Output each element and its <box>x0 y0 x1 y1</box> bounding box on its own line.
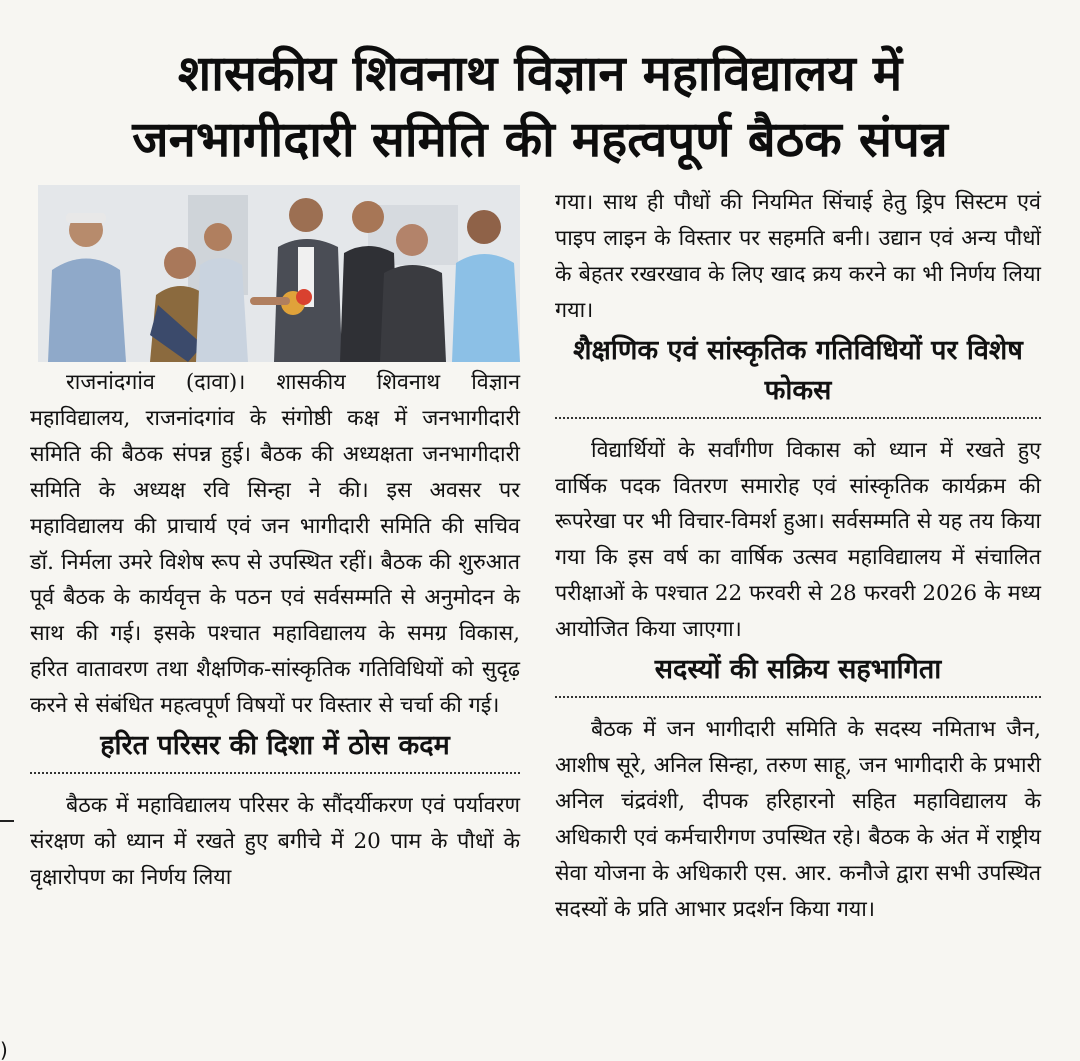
dotted-divider <box>555 696 1041 698</box>
subheading-member-participation: सदस्यों की सक्रिय सहभागिता <box>654 654 942 686</box>
news-photo <box>38 185 520 362</box>
subheading-academic-cultural: शैक्षणिक एवं सांस्कृतिक गतिविधियों पर विशेष फोकस <box>573 334 1023 406</box>
article-paragraph-2-continued: गया। साथ ही पौधों की नियमित सिंचाई हेतु ड्रिप सिस्टम एवं पाइप लाइन के विस्तार पर सहमति बनी। उद्यान एवं अन्य पौधों के बेहतर रखरखाव के लिए खाद क्रय करने का भी निर्णय लिया गया। <box>555 190 1041 323</box>
edge-dash-mark <box>0 820 14 822</box>
headline-line-2: जनभागीदारी समिति की महत्वपूर्ण बैठक संपन्न <box>132 111 948 168</box>
subheading-green-campus: हरित परिसर की दिशा में ठोस कदम <box>100 730 450 762</box>
left-column <box>30 365 520 896</box>
right-column <box>555 185 1041 928</box>
dotted-divider <box>30 772 520 774</box>
article-paragraph-4: बैठक में जन भागीदारी समिति के सदस्य नमिताभ जैन, आशीष सूरे, अनिल सिन्हा, तरुण साहू, जन भागीदारी के प्रभारी अनिल चंद्रवंशी, दीपक हरिहारनो सहित महाविद्यालय के अधिकारी एवं कर्मचारीगण उपस्थित रहे। बैठक के अंत में राष्ट्रीय सेवा योजना के अधिकारी एस. आर. कनौजे द्वारा सभी उपस्थित सदस्यों के प्रति आभार प्रदर्शन किया गया। <box>555 717 1041 922</box>
article-paragraph-2: बैठक में महाविद्यालय परिसर के सौंदर्यीकरण एवं पर्यावरण संरक्षण को ध्यान में रखते हुए बगीचे में 20 पाम के पौधों के वृक्षारोपण का निर्णय लिया <box>30 793 520 890</box>
article-paragraph-3: विद्यार्थियों के सर्वांगीण विकास को ध्यान में रखते हुए वार्षिक पदक वितरण समारोह एवं सांस्कृतिक कार्यक्रम की रूपरेखा पर भी विचार-विमर्श हुआ। सर्वसम्मति से यह तय किया गया कि इस वर्ष का वार्षिक उत्सव महाविद्यालय में संचालित परीक्षाओं के पश्चात 22 फरवरी से 28 फरवरी 2026 के मध्य आयोजित किया जाएगा। <box>555 437 1041 643</box>
group-photo-illustration <box>38 185 520 362</box>
headline-line-1: शासकीय शिवनाथ विज्ञान महाविद्यालय में <box>177 45 903 102</box>
edge-paren-mark: ) <box>0 1038 8 1061</box>
article-paragraph-1: राजनांदगांव (दावा)। शासकीय शिवनाथ विज्ञान महाविद्यालय, राजनांदगांव के संगोष्ठी कक्ष में जनभागीदारी समिति की बैठक संपन्न हुई। बैठक की अध्यक्षता जनभागीदारी समिति के अध्यक्ष रवि सिन्हा ने की। इस अवसर पर महाविद्यालय की प्राचार्य एवं जन भागीदारी समिति की सचिव डॉ. निर्मला उमरे विशेष रूप से उपस्थित रहीं। बैठक की शुरुआत पूर्व बैठक के कार्यवृत्त के पठन एवं सर्वसम्मति से अनुमोदन के साथ की गई। इसके पश्चात महाविद्यालय के समग्र विकास, हरित वातावरण तथा शैक्षणिक-सांस्कृतिक गतिविधियों को सुदृढ़ करने से संबंधित महत्वपूर्ण विषयों पर विस्तार से चर्चा की गई। <box>30 370 520 719</box>
dotted-divider <box>555 417 1041 419</box>
